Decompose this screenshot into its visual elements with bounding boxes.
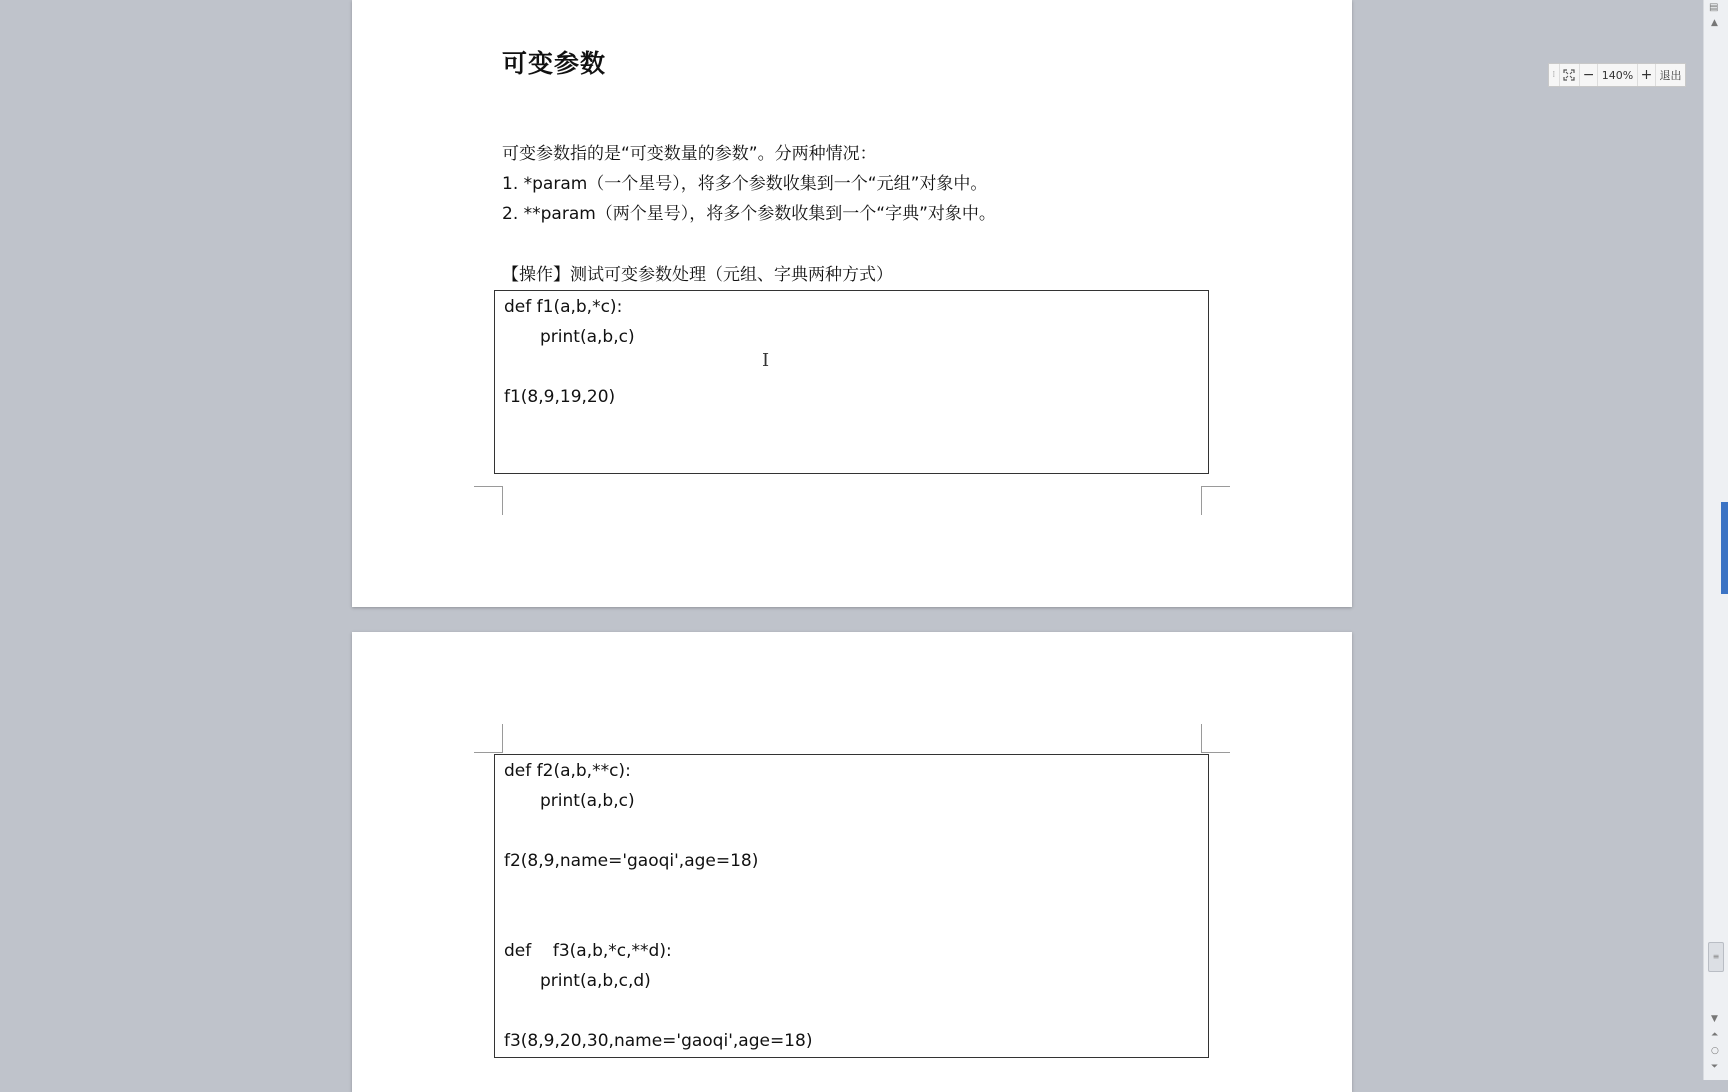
code-line: f1(8,9,19,20)	[504, 387, 616, 407]
grip-icon[interactable]: ⁞	[1549, 64, 1560, 86]
code-line: f3(8,9,20,30,name='gaoqi',age=18)	[504, 1031, 813, 1051]
zoom-out-button[interactable]: −	[1579, 64, 1598, 86]
next-page-icon[interactable]: ⏷	[1711, 1062, 1719, 1072]
code-line: def f3(a,b,*c,**d):	[504, 941, 672, 961]
crop-mark-bottom-left	[474, 486, 503, 515]
side-panel-toggle[interactable]	[1721, 502, 1728, 594]
crop-mark-top-left	[474, 724, 503, 753]
scroll-up-icon[interactable]: ▲	[1711, 18, 1718, 28]
text-cursor-icon: I	[762, 350, 770, 371]
scroll-down-icon[interactable]: ▼	[1711, 1014, 1718, 1024]
document-page-2	[352, 632, 1352, 1092]
list-item-dict: 2. **param（两个星号），将多个参数收集到一个“字典”对象中。	[502, 204, 996, 224]
code-line: def f2(a,b,**c):	[504, 761, 631, 781]
code-line: print(a,b,c)	[540, 791, 635, 811]
zoom-toolbar	[1548, 63, 1686, 87]
code-line: print(a,b,c,d)	[540, 971, 651, 991]
crop-mark-top-right	[1201, 724, 1230, 753]
code-line: f2(8,9,name='gaoqi',age=18)	[504, 851, 759, 871]
browse-object-icon[interactable]: ○	[1711, 1046, 1719, 1056]
section-title: 可变参数	[502, 49, 607, 78]
code-line: print(a,b,c)	[540, 327, 635, 347]
scrollbar-thumb[interactable]: ≡	[1708, 942, 1724, 972]
code-block-f1[interactable]	[494, 290, 1209, 474]
intro-paragraph: 可变参数指的是“可变数量的参数”。分两种情况：	[502, 144, 877, 164]
operation-heading: 【操作】测试可变参数处理（元组、字典两种方式）	[502, 265, 893, 285]
exit-button[interactable]: 退出	[1659, 69, 1682, 82]
fit-page-icon[interactable]	[1560, 64, 1579, 86]
code-block-f2-f3[interactable]	[494, 754, 1209, 1058]
zoom-level[interactable]: 140%	[1601, 68, 1634, 82]
previous-page-icon[interactable]: ⏶	[1711, 1030, 1719, 1040]
document-page-1	[352, 0, 1352, 607]
list-item-tuple: 1. *param（一个星号），将多个参数收集到一个“元组”对象中。	[502, 174, 988, 194]
zoom-in-button[interactable]: +	[1637, 64, 1656, 86]
split-window-icon[interactable]: ▤	[1709, 2, 1719, 13]
crop-mark-bottom-right	[1201, 486, 1230, 515]
code-line: def f1(a,b,*c):	[504, 297, 623, 317]
